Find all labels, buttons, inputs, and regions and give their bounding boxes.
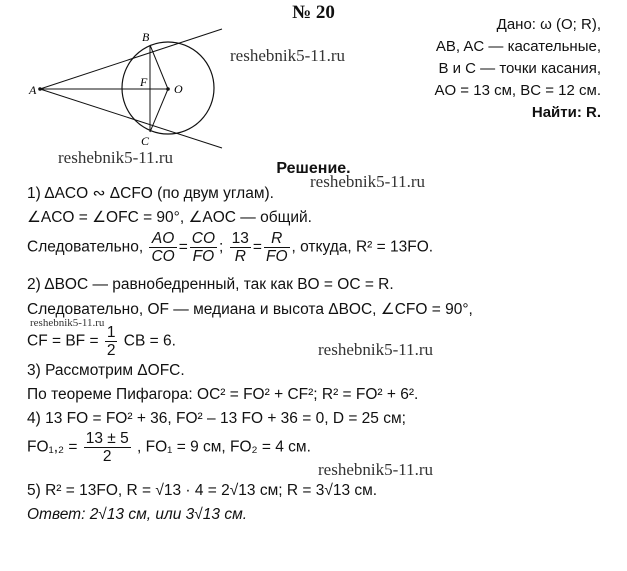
numerator: AO	[149, 230, 176, 248]
tangent-ab	[40, 29, 222, 89]
solution-line-5: Следовательно, OF — медиана и высота ΔBOC, ∠CFO = 90°,	[27, 301, 473, 318]
text: , откуда, R² = 13FO.	[291, 238, 434, 256]
given-line-5: Найти: R.	[531, 104, 601, 121]
solution-line-2: ∠ACO = ∠OFC = 90°, ∠AOC — общий.	[27, 209, 312, 226]
denominator: 2	[106, 342, 116, 359]
tangent-ac	[40, 89, 222, 148]
denominator: CO	[151, 248, 175, 265]
point-o	[166, 87, 170, 91]
watermark: reshebnik5-11.ru	[318, 460, 434, 479]
solution-line-1: 1) ΔACO ∾ ΔCFO (по двум углам).	[27, 185, 274, 202]
label-c: C	[141, 134, 150, 148]
fraction-roots	[84, 430, 131, 465]
watermark: reshebnik5-11.ru	[30, 317, 105, 329]
solution-line-9: 4) 13 FO = FO² + 36, FO² – 13 FO + 36 = 0, D = 25 см;	[27, 410, 406, 427]
numerator: CO	[191, 230, 216, 247]
geometry-figure	[22, 24, 232, 154]
solution-line-7: 3) Рассмотрим ΔOFC.	[27, 362, 185, 379]
fraction-13-r	[230, 230, 251, 265]
numerator: 13 ± 5	[85, 430, 129, 447]
numerator: 1	[106, 324, 116, 341]
denominator: 2	[102, 448, 112, 465]
label-a: A	[29, 83, 37, 97]
text: FO₁,₂ =	[27, 438, 78, 456]
solution-line-4: 2) ΔBOC — равнобедренный, так как BO = OC = R.	[27, 276, 394, 293]
solution-line-6	[27, 324, 176, 359]
denominator: FO	[192, 248, 215, 265]
given-line-3: B и C — точки касания,	[438, 60, 601, 77]
numerator: R	[264, 230, 290, 248]
denominator: R	[234, 248, 246, 265]
watermark: reshebnik5-11.ru	[318, 340, 434, 359]
given-line-4: AO = 13 см, BC = 12 см.	[434, 82, 601, 99]
label-f: F	[140, 75, 148, 89]
text: , FO₁ = 9 см, FO₂ = 4 см.	[137, 438, 311, 456]
given-line-2: AB, AC — касательные,	[435, 38, 601, 55]
denominator: FO	[265, 248, 288, 265]
solution-line-8: По теореме Пифагора: OC² = FO² + CF²; R² = FO² + 6².	[27, 386, 419, 403]
text: Следовательно,	[27, 238, 144, 256]
solution-line-10	[27, 430, 311, 465]
text: CB = 6.	[123, 332, 176, 350]
watermark: reshebnik5-11.ru	[230, 46, 346, 65]
text: CF = BF =	[27, 332, 99, 350]
answer-line: Ответ: 2√13 см, или 3√13 см.	[27, 506, 247, 523]
given-line-1: Дано: ω (O; R),	[496, 16, 601, 33]
label-b: B	[142, 30, 150, 44]
point-a	[38, 87, 42, 91]
segment-ob	[150, 45, 168, 89]
fraction-co-fo	[190, 230, 217, 265]
label-o: O	[174, 82, 183, 96]
fraction-ao-co	[149, 230, 176, 265]
solution-line-3: Следовательно, $\frac{AO}{CO}$ = $\frac{CO}{FO}$ ; $\frac{13}{R}$ = $\frac{R}{FO}$ , откуда, R² = 13FO.	[27, 230, 434, 265]
segment-oc	[150, 89, 168, 132]
watermark: reshebnik5-11.ru	[310, 172, 426, 191]
watermark: reshebnik5-11.ru	[58, 148, 174, 167]
solution-line-11: 5) R² = 13FO, R = √13 · 4 = 2√13 см; R = 3√13 см.	[27, 482, 378, 499]
solution-heading: Решение.	[276, 160, 351, 177]
numerator: 13	[231, 230, 249, 247]
problem-number: № 20	[292, 2, 335, 23]
fraction-one-half	[105, 324, 118, 359]
fraction-r-fo	[264, 230, 290, 265]
